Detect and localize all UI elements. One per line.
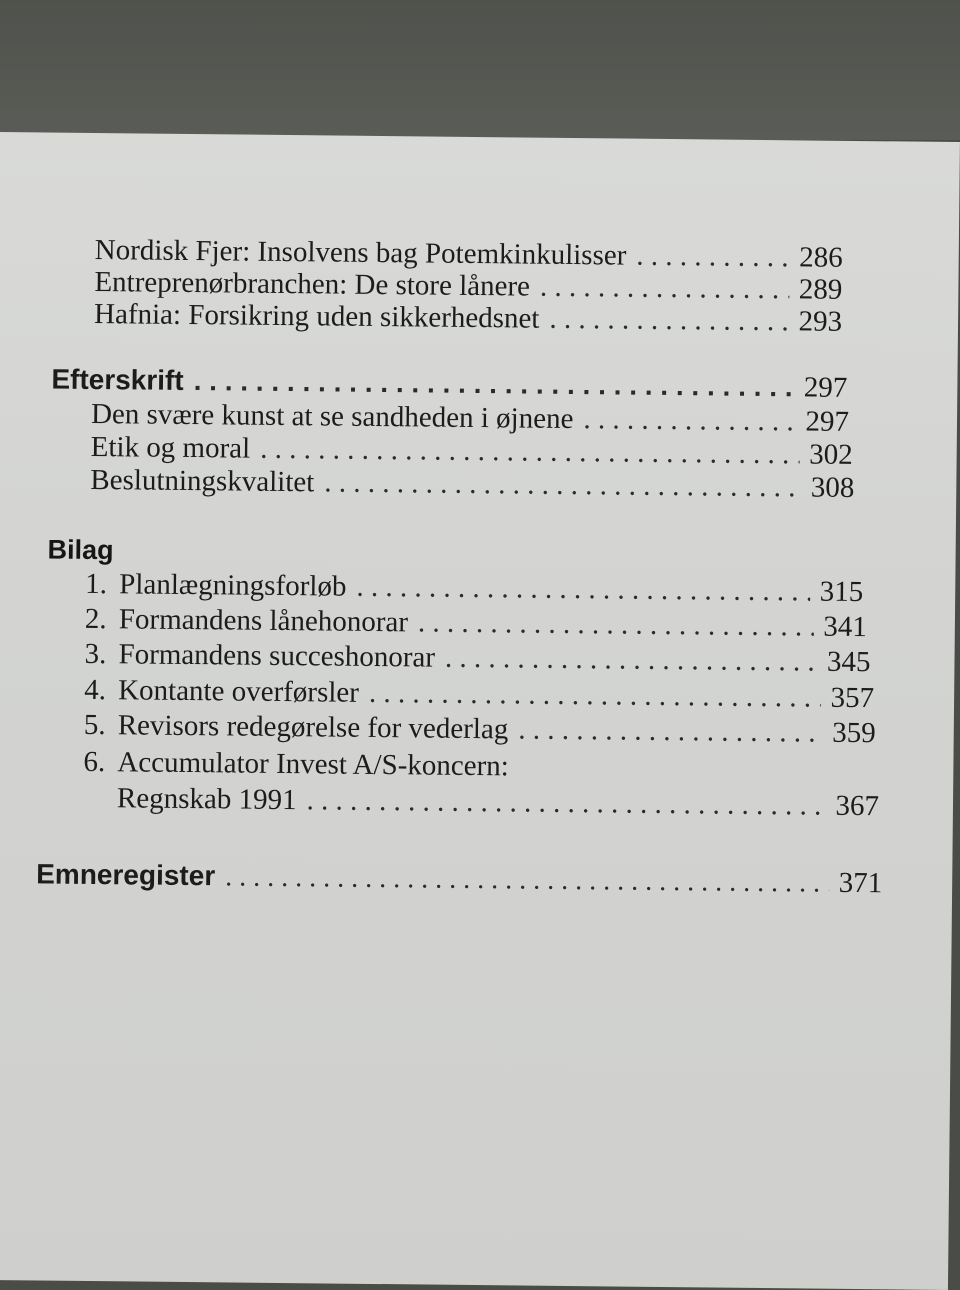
dot-leader <box>636 239 789 275</box>
section-page: 297 <box>803 371 848 404</box>
section-title: Emneregister <box>36 858 216 892</box>
toc-entry-label: Formandens lånehonorar <box>118 603 409 639</box>
dot-leader <box>445 641 817 679</box>
toc-entry-page: 297 <box>805 405 850 438</box>
toc-entry-label: Entreprenørbranchen: De store lånere <box>94 265 531 303</box>
toc-entry-label: Etik og moral <box>90 430 251 465</box>
dot-leader <box>356 570 810 609</box>
toc-entry-label: Kontante overførsler <box>117 674 360 709</box>
toc-entry-page: 289 <box>798 273 843 306</box>
toc-entry <box>84 708 876 750</box>
section-page: 371 <box>838 866 883 900</box>
dot-leader <box>225 860 829 900</box>
dot-leader <box>324 465 801 504</box>
toc-entry-page: 367 <box>835 789 880 823</box>
toc-entry-page: 302 <box>808 438 853 471</box>
toc-entry-number: 4. <box>83 673 107 707</box>
toc-entry-label: Hafnia: Forsikring uden sikkerhedsnet <box>93 297 540 335</box>
toc-entry-page: 308 <box>810 471 855 504</box>
toc-entry-number: 1. <box>85 567 108 601</box>
toc-entry-page: 357 <box>830 681 875 715</box>
dot-leader <box>418 605 814 643</box>
dot-leader <box>369 676 821 715</box>
toc-entry-label: Nordisk Fjer: Insolvens bag Potemkinkulisser <box>94 233 627 272</box>
toc-entry-label: Accumulator Invest A/S-koncern: <box>117 746 509 783</box>
toc-entry <box>94 297 842 339</box>
toc-entry-number: 5. <box>83 708 106 742</box>
toc-entry <box>84 637 870 679</box>
book-page <box>0 132 960 1290</box>
toc-entry-first-line <box>83 745 509 783</box>
dot-leader <box>549 302 788 339</box>
toc-entry-page: 286 <box>799 241 843 274</box>
toc-entry-number: 6. <box>83 745 106 779</box>
toc-entry-page: 341 <box>823 610 868 644</box>
toc-entry <box>117 781 879 823</box>
toc-entry-number: 3. <box>84 637 107 671</box>
table-surface <box>0 0 960 140</box>
toc-entry-page: 315 <box>819 575 864 609</box>
toc-entry-page: 359 <box>832 716 876 750</box>
toc-section-bilag: Bilag <box>47 534 114 566</box>
toc-entry-page: 293 <box>798 305 843 338</box>
toc-section-emneregister <box>36 857 882 901</box>
dot-leader <box>583 402 795 438</box>
toc-entry-page: 345 <box>826 645 871 679</box>
toc-entry-number: 2. <box>84 602 107 636</box>
dot-leader <box>306 783 825 822</box>
toc-entry-label: Formandens succeshonorar <box>118 638 436 674</box>
toc-entry-label: Den svære kunst at se sandheden i øjnene <box>90 397 574 436</box>
toc-entry <box>90 463 854 505</box>
dot-leader <box>518 712 822 749</box>
toc-entry-label: Revisors redegørelse for vederlag <box>117 709 509 746</box>
dot-leader <box>540 270 789 307</box>
section-title: Efterskrift <box>51 363 184 396</box>
toc-entry-label-continuation: Regnskab 1991 <box>116 782 297 817</box>
toc-entry-label: Planlægningsforløb <box>119 568 347 603</box>
toc-entry-label: Beslutningskvalitet <box>90 463 315 499</box>
